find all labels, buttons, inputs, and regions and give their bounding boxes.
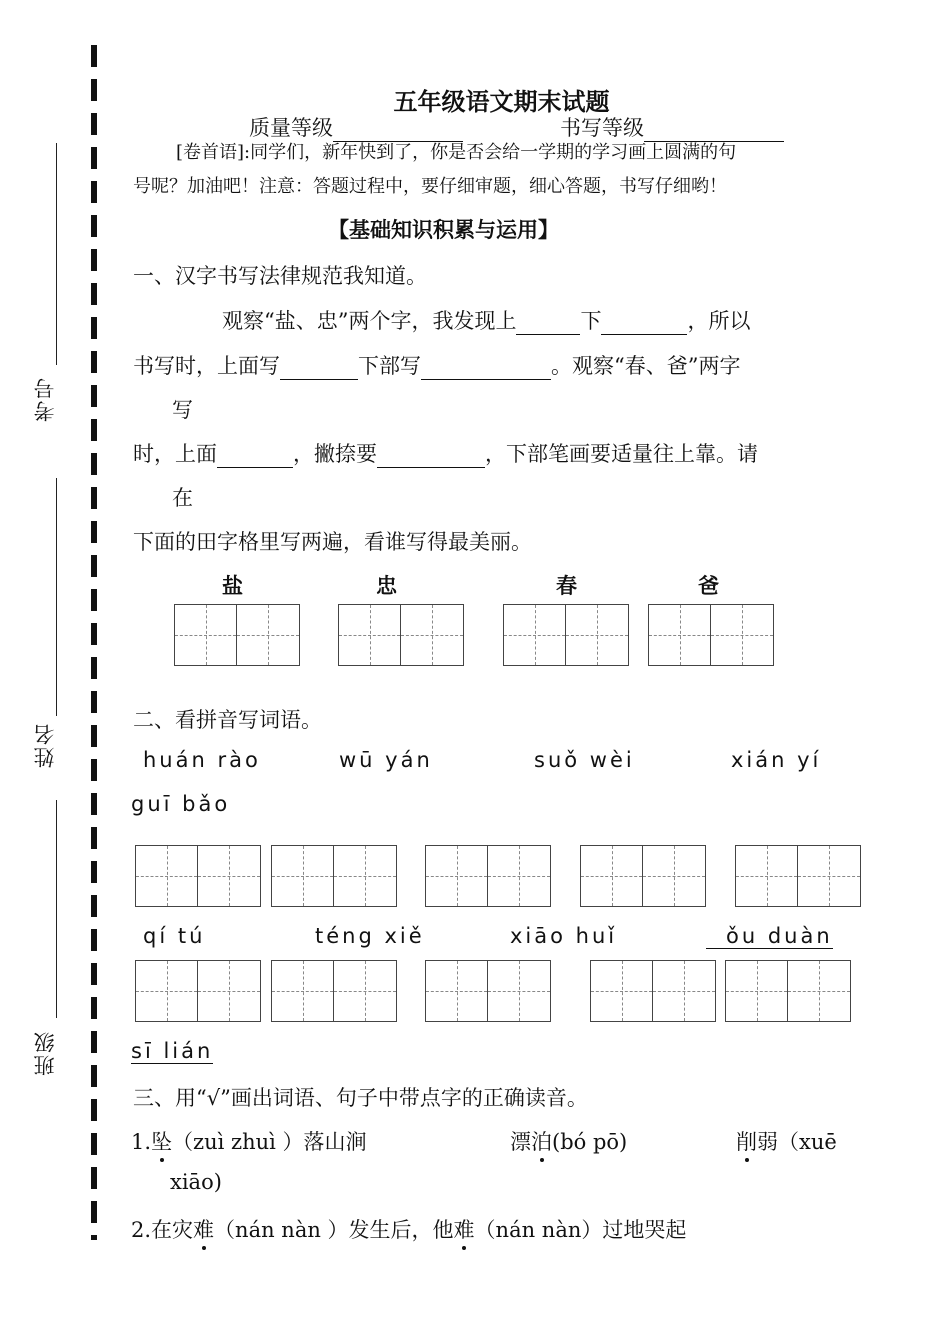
- grid-cell[interactable]: [237, 605, 299, 665]
- grid-cell[interactable]: [272, 961, 334, 1021]
- q1-line-6: 下面的田字格里写两遍，看谁写得最美丽。: [133, 530, 532, 554]
- q1-line-2: [133, 350, 740, 380]
- q1-text: 下部写: [358, 354, 421, 378]
- dotted-char: 泊: [531, 1126, 552, 1156]
- pinyin-options: 弱（xuē: [757, 1130, 837, 1154]
- pinyin: sī lián: [131, 1039, 214, 1063]
- grid-cell[interactable]: [711, 605, 773, 665]
- grid-cell[interactable]: [426, 961, 488, 1021]
- pinyin: xián yí: [731, 748, 822, 772]
- tianzi-grid[interactable]: [425, 845, 551, 907]
- q3-text: 漂: [510, 1130, 531, 1154]
- exam-no-label: 考号: [33, 376, 57, 422]
- pinyin: ǒu duàn: [706, 924, 833, 949]
- pinyin: xiāo huǐ: [510, 924, 618, 948]
- tianzi-grid[interactable]: [338, 604, 464, 666]
- class-label: 班级: [33, 1030, 57, 1076]
- q1-line-1: [222, 305, 750, 335]
- q3-heading: 三、用“√”画出词语、句子中带点字的正确读音。: [133, 1086, 588, 1110]
- q1-text: ，下部笔画要适量往上靠。请: [485, 442, 758, 466]
- writing-label: 书写等级: [560, 116, 644, 140]
- char-label: 春: [556, 573, 577, 598]
- pinyin: guī bǎo: [131, 792, 231, 816]
- blank: [217, 445, 293, 468]
- grid-cell[interactable]: [736, 846, 798, 906]
- grid-cell[interactable]: [726, 961, 788, 1021]
- pinyin: qí tú: [143, 924, 206, 948]
- grid-cell[interactable]: [798, 846, 860, 906]
- intro-line-1: [卷首语]:同学们，新年快到了，你是否会给一学期的学习画上圆满的句: [176, 142, 737, 163]
- grid-cell[interactable]: [591, 961, 653, 1021]
- grid-cell[interactable]: [488, 846, 550, 906]
- blank: [377, 445, 485, 468]
- q1-text: 。观察“春、爸”两字: [551, 354, 741, 378]
- binding-dashed-line: [91, 45, 97, 1240]
- char-label: 忠: [376, 573, 397, 598]
- grid-cell[interactable]: [426, 846, 488, 906]
- grid-cell[interactable]: [643, 846, 705, 906]
- grid-cell[interactable]: [272, 846, 334, 906]
- pinyin-options: (bó pō): [552, 1130, 628, 1154]
- item-number: 1.: [131, 1130, 152, 1154]
- tianzi-grid[interactable]: [590, 960, 716, 1022]
- tianzi-grid[interactable]: [580, 845, 706, 907]
- grid-cell[interactable]: [401, 605, 463, 665]
- pinyin: suǒ wèi: [534, 748, 635, 772]
- pinyin: huán rào: [143, 748, 261, 772]
- grid-cell[interactable]: [136, 846, 198, 906]
- q1-text: ，所以: [687, 309, 751, 333]
- page-title: 五年级语文期末试题: [393, 87, 610, 116]
- q1-text: 下: [580, 309, 602, 333]
- pinyin-options: （nán nàn）过地哭起: [474, 1218, 687, 1242]
- grid-cell[interactable]: [488, 961, 550, 1021]
- dotted-char: 坠: [151, 1126, 172, 1156]
- dotted-char: 削: [736, 1126, 757, 1156]
- dotted-char: 难: [193, 1214, 214, 1244]
- grid-cell[interactable]: [198, 961, 260, 1021]
- q3-item-1c: [736, 1126, 837, 1156]
- tianzi-grid[interactable]: [271, 960, 397, 1022]
- name-label: 姓名: [33, 722, 57, 768]
- tianzi-grid[interactable]: [735, 845, 861, 907]
- class-line: [56, 800, 57, 1018]
- grid-cell[interactable]: [334, 961, 396, 1021]
- blank: [601, 312, 687, 335]
- q3-text: 2.在灾: [131, 1218, 194, 1242]
- grid-cell[interactable]: [581, 846, 643, 906]
- blank: [516, 312, 580, 335]
- grid-cell[interactable]: [653, 961, 715, 1021]
- grid-cell[interactable]: [339, 605, 401, 665]
- q1-line-3: 写: [172, 398, 193, 422]
- grid-cell[interactable]: [334, 846, 396, 906]
- q1-text: ，撇捺要: [293, 442, 377, 466]
- q3-item-2: [131, 1214, 686, 1244]
- section-title: 【基础知识积累与运用】: [328, 217, 559, 242]
- q1-line-4: [133, 438, 758, 468]
- char-label: 爸: [698, 573, 719, 598]
- q3-item-1b: [510, 1126, 627, 1156]
- tianzi-grid[interactable]: [425, 960, 551, 1022]
- pinyin: wū yán: [339, 748, 433, 772]
- char-label: 盐: [222, 573, 243, 598]
- tianzi-grid[interactable]: [135, 960, 261, 1022]
- grid-cell[interactable]: [175, 605, 237, 665]
- tianzi-grid[interactable]: [271, 845, 397, 907]
- grid-cell[interactable]: [788, 961, 850, 1021]
- tianzi-grid[interactable]: [648, 604, 774, 666]
- exam-no-line: [56, 143, 57, 365]
- tianzi-grid[interactable]: [174, 604, 300, 666]
- q1-line-5: 在: [172, 486, 193, 510]
- pinyin: téng xiě: [315, 924, 425, 948]
- pinyin-options: （nán nàn ）发生后，他: [214, 1218, 454, 1242]
- quality-label: 质量等级: [249, 116, 333, 140]
- tianzi-grid[interactable]: [503, 604, 629, 666]
- q1-text: 时，上面: [133, 442, 217, 466]
- grid-cell[interactable]: [198, 846, 260, 906]
- pinyin-options: （zuì zhuì ）落山涧: [172, 1130, 367, 1154]
- q1-heading: 一、汉字书写法律规范我知道。: [133, 264, 427, 288]
- q2-heading: 二、看拼音写词语。: [133, 708, 322, 732]
- dotted-char: 难: [454, 1214, 475, 1244]
- grid-cell[interactable]: [504, 605, 566, 665]
- q1-text: 书写时，上面写: [133, 354, 280, 378]
- blank: [280, 357, 358, 380]
- tianzi-grid[interactable]: [725, 960, 851, 1022]
- tianzi-grid[interactable]: [135, 845, 261, 907]
- q1-text: 观察“盐、忠”两个字，我发现上: [222, 309, 517, 333]
- name-line: [56, 478, 57, 716]
- grid-cell[interactable]: [566, 605, 628, 665]
- q3-item-1: [131, 1126, 367, 1156]
- q3-item-1-cont: xiāo): [170, 1170, 222, 1194]
- grid-cell[interactable]: [136, 961, 198, 1021]
- intro-line-2: 号呢？加油吧！注意：答题过程中，要仔细审题，细心答题，书写仔细哟！: [133, 176, 727, 197]
- blank: [421, 357, 551, 380]
- grid-cell[interactable]: [649, 605, 711, 665]
